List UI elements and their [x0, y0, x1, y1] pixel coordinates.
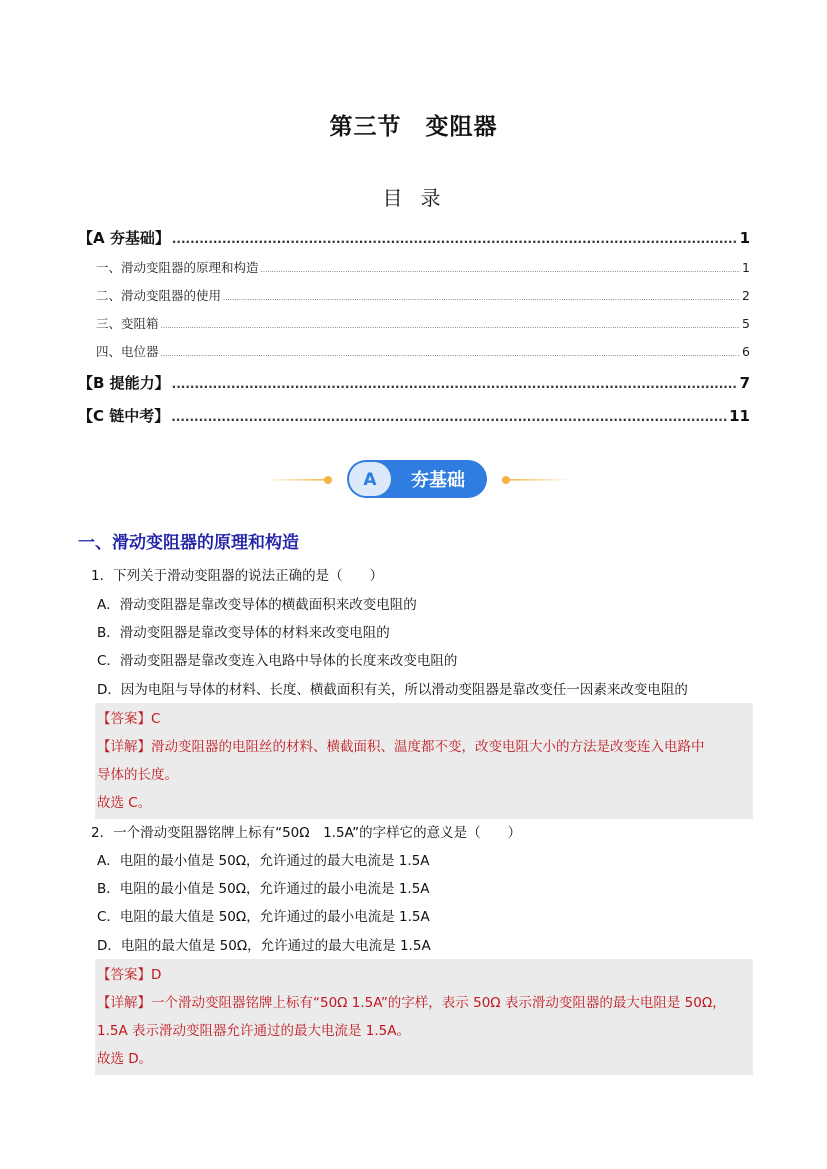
- toc-label: 一、滑动变阻器的原理和构造: [96, 260, 259, 275]
- banner-dot-left: [324, 476, 332, 484]
- toc-page: 1: [739, 229, 750, 247]
- question-1-detail: [97, 735, 705, 755]
- question-1-conclusion: 故选 C。: [97, 795, 152, 811]
- section-title: 一、滑动变阻器的原理和构造: [78, 533, 299, 553]
- toc-leader: [161, 322, 741, 330]
- question-2-detail: [97, 991, 726, 1011]
- detail-text-1: 滑动变阻器的电阻丝的材料、横截面积、温度都不变，改变电阻大小的方法是改变连入电路中: [151, 739, 705, 755]
- question-1-option-d: D．因为电阻与导体的材料、长度、横截面积有关，所以滑动变阻器是靠改变任一因素来改变电阻的: [97, 682, 688, 698]
- question-1-detail-cont: 导体的长度。: [97, 767, 178, 783]
- question-2-option-c: C．电阻的最大值是 50Ω，允许通过的最小电流是 1.5A: [97, 909, 430, 925]
- banner-line-left: [265, 479, 327, 481]
- answer-value: D: [151, 967, 162, 983]
- toc-page: 5: [742, 316, 750, 331]
- answer-tag: 【答案】: [97, 967, 151, 983]
- toc-label: 三、变阻箱: [96, 316, 159, 331]
- toc-entry-2[interactable]: [96, 286, 750, 304]
- toc-entry-4[interactable]: [96, 342, 750, 360]
- toc-leader: [261, 266, 741, 274]
- detail-tag: 【详解】: [97, 739, 151, 755]
- toc-heading: [0, 182, 827, 211]
- toc-label: 四、电位器: [96, 344, 159, 359]
- question-2-option-d: D．电阻的最大值是 50Ω，允许通过的最大电流是 1.5A: [97, 938, 431, 954]
- question-2-answer: [97, 963, 161, 983]
- toc-entry-c[interactable]: [78, 405, 750, 426]
- toc-entry-3[interactable]: [96, 314, 750, 332]
- question-2-answer-box: [95, 959, 753, 1075]
- toc-heading-char-1: 目: [382, 186, 407, 210]
- question-2-option-b: B．电阻的最小值是 50Ω，允许通过的最小电流是 1.5A: [97, 881, 430, 897]
- toc-entry-1[interactable]: [96, 258, 750, 276]
- toc-leader: [172, 377, 738, 391]
- detail-tag: 【详解】: [97, 995, 151, 1011]
- question-1-answer-box: [95, 703, 753, 819]
- banner-line-right: [506, 479, 570, 481]
- question-1-option-b: B．滑动变阻器是靠改变导体的材料来改变电阻的: [97, 625, 390, 641]
- question-2-detail-cont: 1.5A 表示滑动变阻器允许通过的最大电流是 1.5A。: [97, 1023, 410, 1039]
- answer-tag: 【答案】: [97, 711, 151, 727]
- section-banner: [265, 458, 570, 500]
- question-2-stem: 2．一个滑动变阻器铭牌上标有“50Ω 1.5A”的字样它的意义是（ ）: [91, 825, 522, 841]
- banner-letter: A: [363, 470, 377, 490]
- banner-dot-right: [502, 476, 510, 484]
- question-1-option-a: A．滑动变阻器是靠改变导体的横截面积来改变电阻的: [97, 597, 417, 613]
- toc-heading-char-2: 录: [420, 186, 445, 210]
- page-title: 第三节 变阻器: [329, 114, 498, 140]
- banner-text: 夯基础: [411, 470, 465, 491]
- toc-leader: [172, 232, 738, 246]
- question-2-option-a: A．电阻的最小值是 50Ω，允许通过的最大电流是 1.5A: [97, 853, 430, 869]
- question-1-option-c: C．滑动变阻器是靠改变连入电路中导体的长度来改变电阻的: [97, 653, 458, 669]
- toc-leader: [171, 410, 727, 424]
- toc-page: 7: [739, 374, 750, 392]
- toc-leader: [161, 350, 741, 358]
- toc-label: 二、滑动变阻器的使用: [96, 288, 222, 303]
- question-1-stem: 1．下列关于滑动变阻器的说法正确的是（ ）: [91, 568, 384, 584]
- toc-page: 6: [742, 344, 750, 359]
- answer-value: C: [151, 711, 161, 727]
- toc-label: 【B 提能力】: [78, 374, 170, 392]
- toc-page: 2: [742, 288, 750, 303]
- question-2-conclusion: 故选 D。: [97, 1051, 153, 1067]
- toc-page: 1: [742, 260, 750, 275]
- toc-leader: [223, 294, 740, 302]
- toc-entry-b[interactable]: [78, 372, 750, 393]
- toc-label: 【C 链中考】: [78, 407, 170, 425]
- question-1-answer: [97, 707, 160, 727]
- toc-entry-a[interactable]: [78, 227, 750, 248]
- detail-text-1: 一个滑动变阻器铭牌上标有“50Ω 1.5A”的字样，表示 50Ω 表示滑动变阻器的最大电阻是 50Ω，: [151, 995, 726, 1011]
- toc-page: 11: [729, 407, 750, 425]
- toc-label: 【A 夯基础】: [78, 229, 170, 247]
